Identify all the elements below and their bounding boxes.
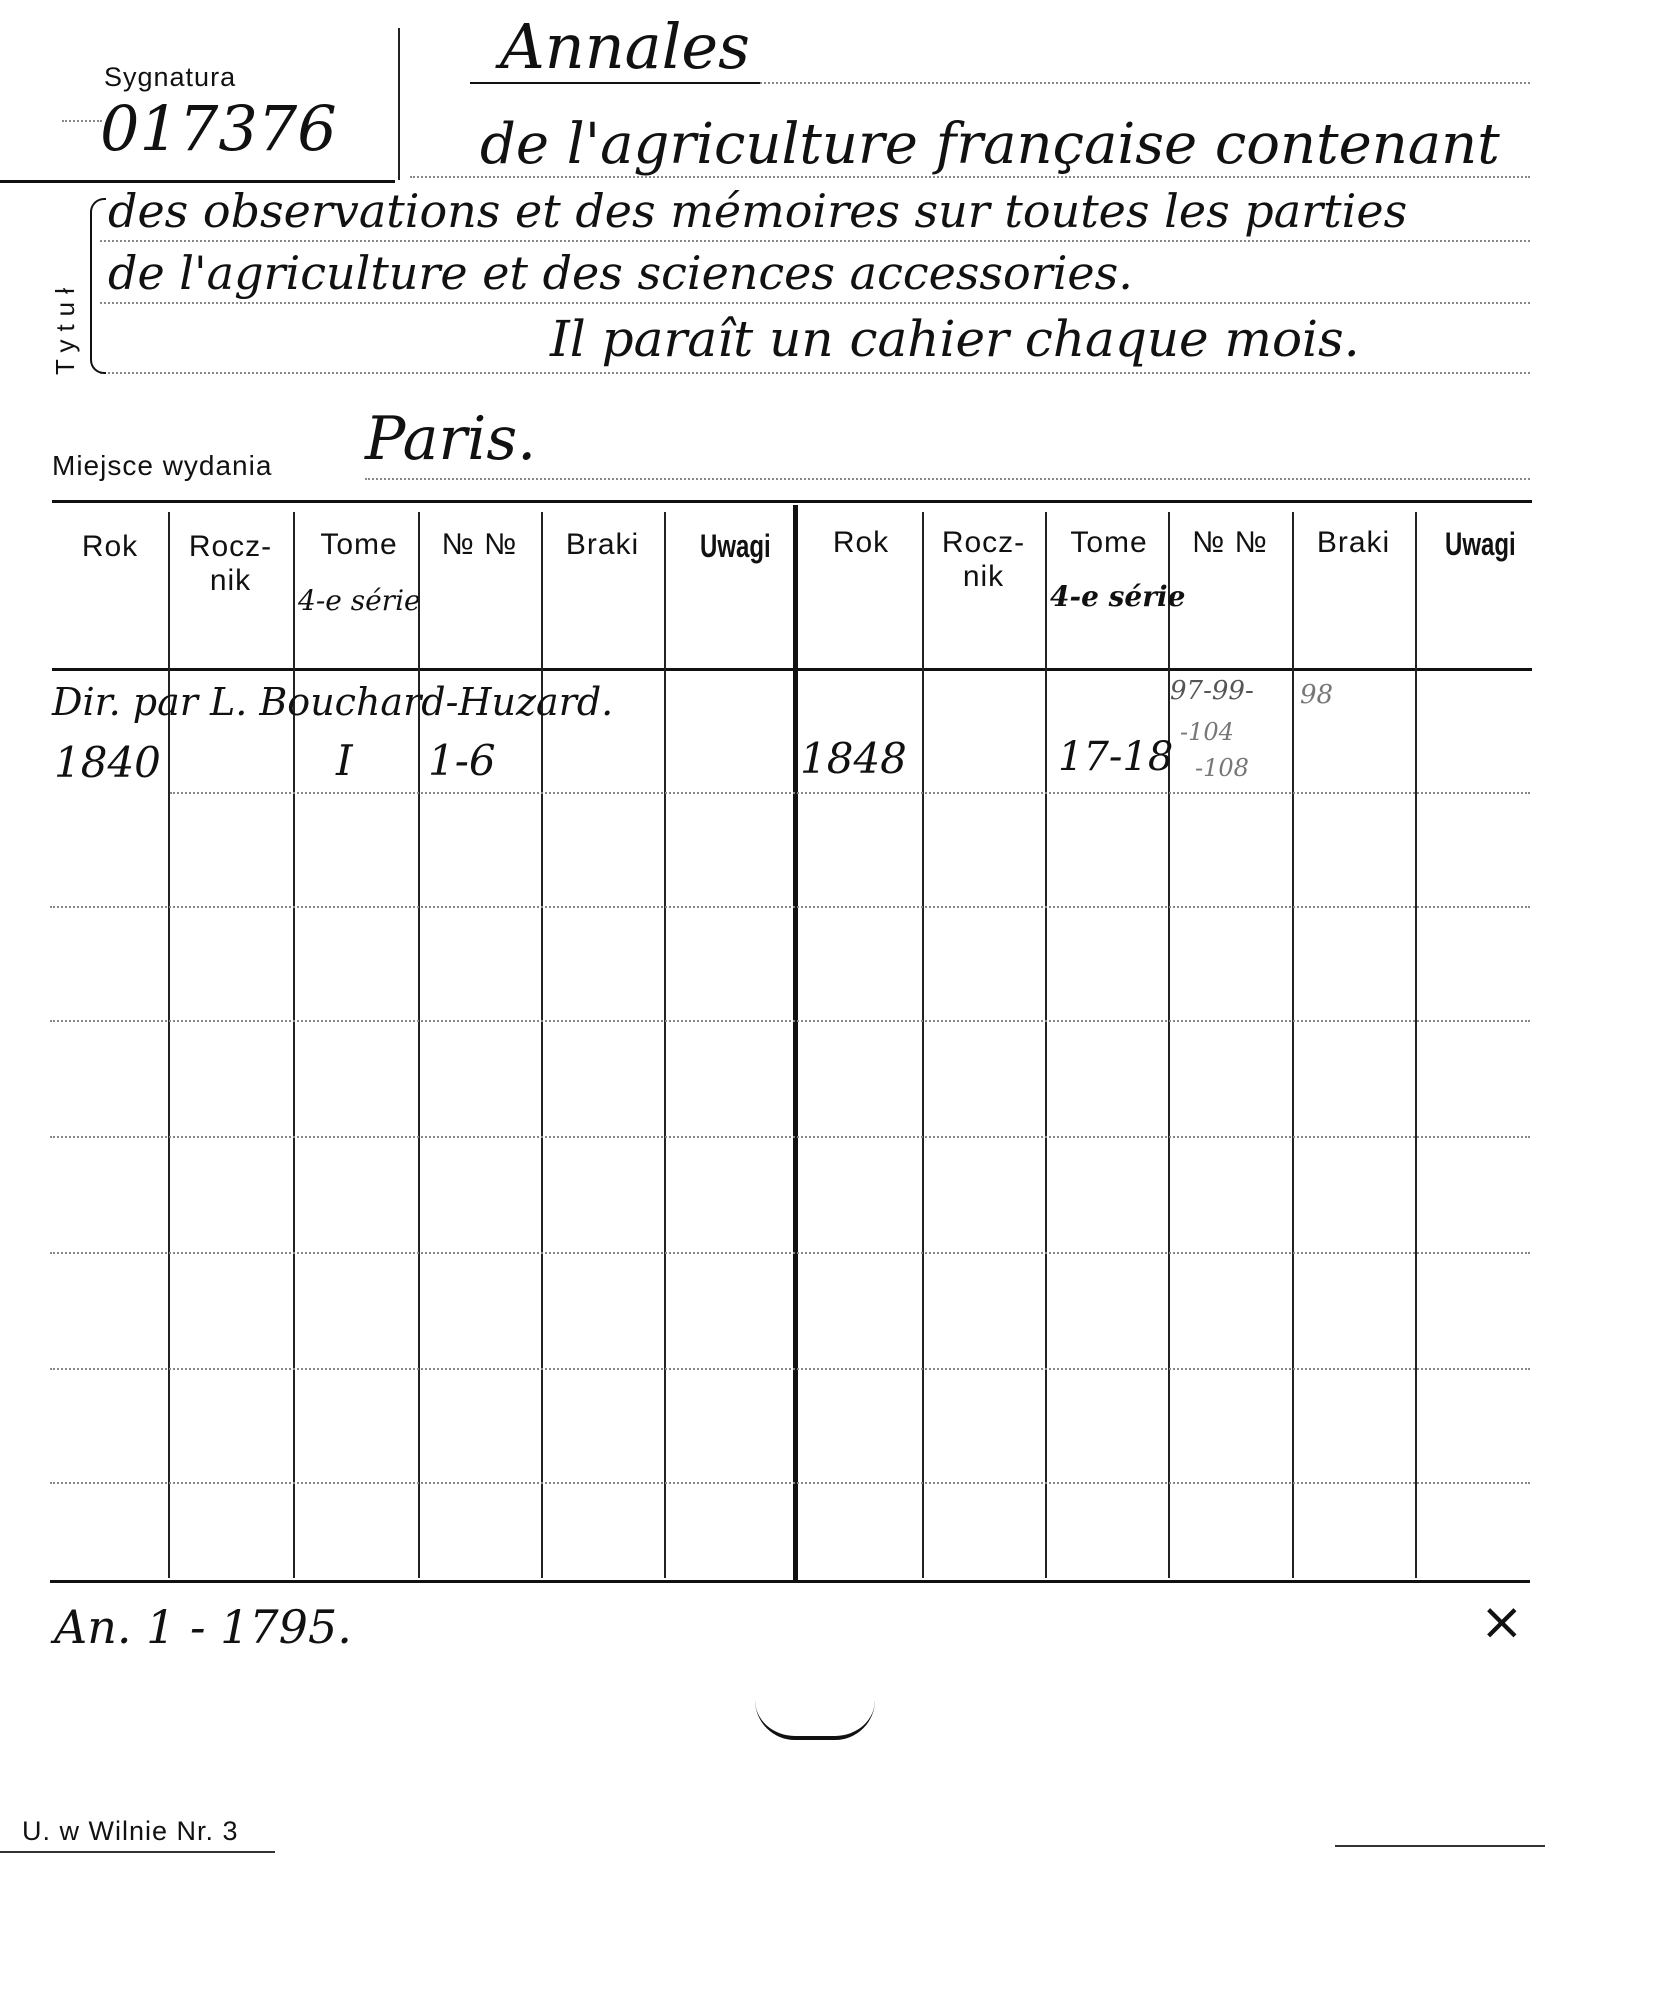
header-rok-left: Rok [81, 530, 139, 563]
row-left-tome: I [336, 736, 353, 785]
title-side-label: Tytuł [50, 280, 80, 375]
table-center-divider [793, 505, 798, 1580]
header-rocznik-right-1: Rocz- [941, 526, 1026, 559]
row-right-nn-2: -104 [1180, 718, 1234, 746]
bottom-right-rule [1335, 1845, 1545, 1847]
place-value: Paris. [365, 404, 537, 474]
row-right-nn-3: -108 [1195, 754, 1249, 782]
printer-underline [0, 1851, 275, 1853]
header-rocznik-right-2: nik [962, 560, 1005, 593]
header-braki-right: Braki [1316, 526, 1391, 559]
row-right-rok: 1848 [800, 734, 907, 783]
row-right-braki: 98 [1300, 680, 1334, 710]
signature-divider [398, 28, 400, 180]
header-nn-left: № № [441, 528, 518, 561]
header-tome-note-right: 4-e série [1050, 580, 1186, 613]
row-right-nn-1: 97-99- [1170, 676, 1254, 706]
title-line-1: Annales [500, 10, 750, 83]
row-right-tome: 17-18 [1058, 734, 1174, 780]
header-rocznik-left-1: Rocz- [188, 530, 273, 563]
title-brace [90, 198, 106, 374]
header-uwagi-right: Uwagi [1445, 526, 1516, 562]
title-line-5: Il paraît un cahier chaque mois. [550, 310, 1360, 368]
footer-note: An. 1 - 1795. [54, 1600, 352, 1654]
row-left-rok: 1840 [54, 738, 161, 787]
table-top-rule [52, 500, 1532, 503]
header-tome-left: Tome [320, 528, 398, 561]
header-braki-left: Braki [565, 528, 640, 561]
header-rok-right: Rok [832, 526, 890, 559]
header-rocznik-left-2: nik [209, 564, 252, 597]
header-tome-note-left: 4-e série [298, 584, 421, 617]
footer-mark: × [1480, 1592, 1524, 1652]
table-header-rule [52, 668, 1532, 671]
signature-value: 017376 [100, 92, 337, 165]
row-left-nn: 1-6 [428, 736, 496, 785]
signature-underline [0, 180, 395, 183]
place-label: Miejsce wydania [52, 450, 273, 481]
header-uwagi-left: Uwagi [700, 528, 771, 564]
table-bottom-rule [50, 1580, 1530, 1583]
title-line-2: de l'agriculture française contenant [480, 112, 1500, 177]
title-underline [470, 82, 760, 84]
title-line-3: des observations et des mémoires sur toutes les parties [108, 184, 1408, 238]
printer-imprint: U. w Wilnie Nr. 3 [22, 1816, 239, 1846]
signature-label: Sygnatura [104, 62, 237, 92]
header-nn-right: № № [1192, 526, 1268, 559]
title-line-4: de l'agriculture et des sciences accessories. [108, 246, 1133, 300]
decorative-curve [755, 1700, 875, 1740]
header-tome-right: Tome [1070, 526, 1148, 559]
table-note-line: Dir. par L. Bouchard-Huzard. [52, 680, 614, 724]
